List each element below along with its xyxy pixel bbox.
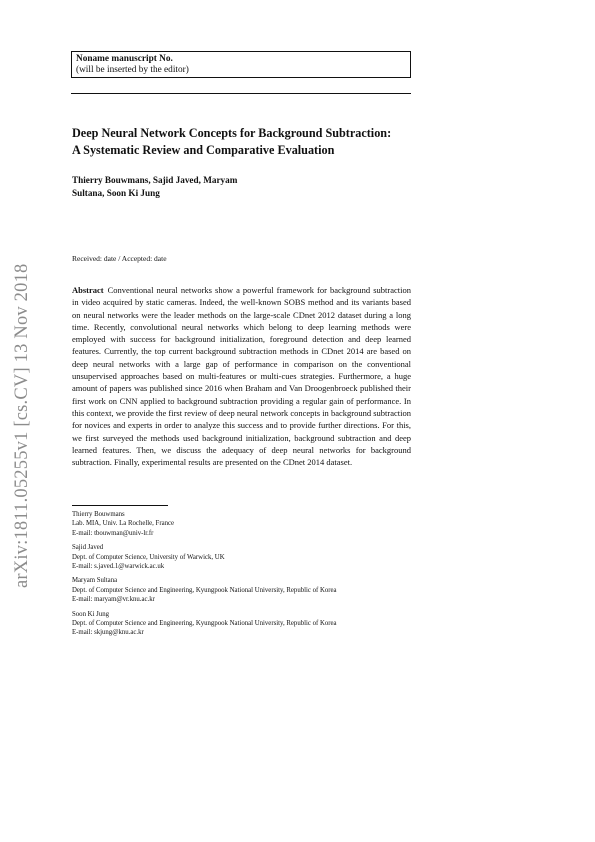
editor-info-box	[71, 51, 411, 78]
affiliation-author-name: Maryam Sultana	[72, 577, 118, 585]
manuscript-number-label: Noname manuscript No.	[76, 54, 173, 64]
affiliation-author-name: Sajid Javed	[72, 544, 104, 552]
affiliation-organization: Dept. of Computer Science, University of Warwick, UK	[72, 553, 225, 561]
paper-title	[72, 125, 422, 159]
affiliation-block	[72, 576, 412, 604]
arxiv-identifier-stamp	[12, 238, 32, 588]
paper-title-line-2: A Systematic Review and Comparative Evaluation	[72, 143, 335, 157]
affiliation-email: E-mail: skjung@knu.ac.kr	[72, 629, 144, 637]
affiliation-organization: Dept. of Computer Science and Engineering, Kyungpook National University, Republic of Korea	[72, 586, 337, 594]
affiliation-author-name: Thierry Bouwmans	[72, 511, 125, 518]
affiliation-email: E-mail: s.javed.1@warwick.ac.uk	[72, 563, 165, 571]
abstract	[72, 284, 411, 468]
editor-note: (will be inserted by the editor)	[76, 65, 189, 75]
affiliation-email: E-mail: maryam@vr.knu.ac.kr	[72, 596, 155, 604]
author-list-line-1: Thierry Bouwmans, Sajid Javed, Maryam	[72, 175, 238, 185]
arxiv-identifier-text: arXiv:1811.05255v1 [cs.CV] 13 Nov 2018	[12, 263, 32, 588]
affiliation-block	[72, 510, 412, 538]
author-list	[72, 174, 272, 199]
affiliation-author-name: Soon Ki Jung	[72, 610, 110, 618]
author-list-line-2: Sultana, Soon Ki Jung	[72, 187, 160, 198]
abstract-text: Conventional neural networks show a powerful framework for background subtraction in video acquired by static cameras. Indeed, the well-known SOBS method and its variants based on neural networks were the leader methods on the large-scale CDnet 2012 dataset during a long time. Recently, convolutional neural networks which belong to deep learning methods were employed with success for background initialization, foreground detection and deep learned features. Currently, the top current background subtraction methods in CDnet 2014 are based on deep neural networks with a large gap of performance in comparison on the conventional unsupervised approaches based on multi-features or multi-cues strategies. Furthermore, a huge amount of papers was published since 2016 when Braham and Van Droogenbroeck published their first work on CNN applied to background subtraction providing a regular gain of performance. In this context, we provide the first review of deep neural network concepts in background subtraction for novices and experts in order to analyze this success and to provide further directions. For this, we first surveyed the methods used background initialization, background subtraction and deep learned features. Then, we discuss the adequacy of deep neural networks for background subtraction. Finally, experimental results are presented on the CDnet 2014 dataset.	[72, 285, 411, 468]
affiliation-organization: Lab. MIA, Univ. La Rochelle, France	[72, 520, 175, 528]
affiliation-organization: Dept. of Computer Science and Engineering, Kyungpook National University, Republic of Korea	[72, 620, 337, 628]
affiliation-block	[72, 543, 412, 571]
paper-title-line-1: Deep Neural Network Concepts for Background Subtraction:	[72, 126, 392, 140]
abstract-label: Abstract	[72, 285, 104, 295]
affiliation-block	[72, 610, 412, 638]
header-divider	[71, 93, 411, 94]
author-affiliations	[72, 510, 412, 643]
affiliation-email: E-mail: tbouwman@univ-lr.fr	[72, 529, 154, 537]
footnote-divider	[72, 505, 168, 506]
received-accepted-dates: Received: date / Accepted: date	[72, 254, 167, 263]
